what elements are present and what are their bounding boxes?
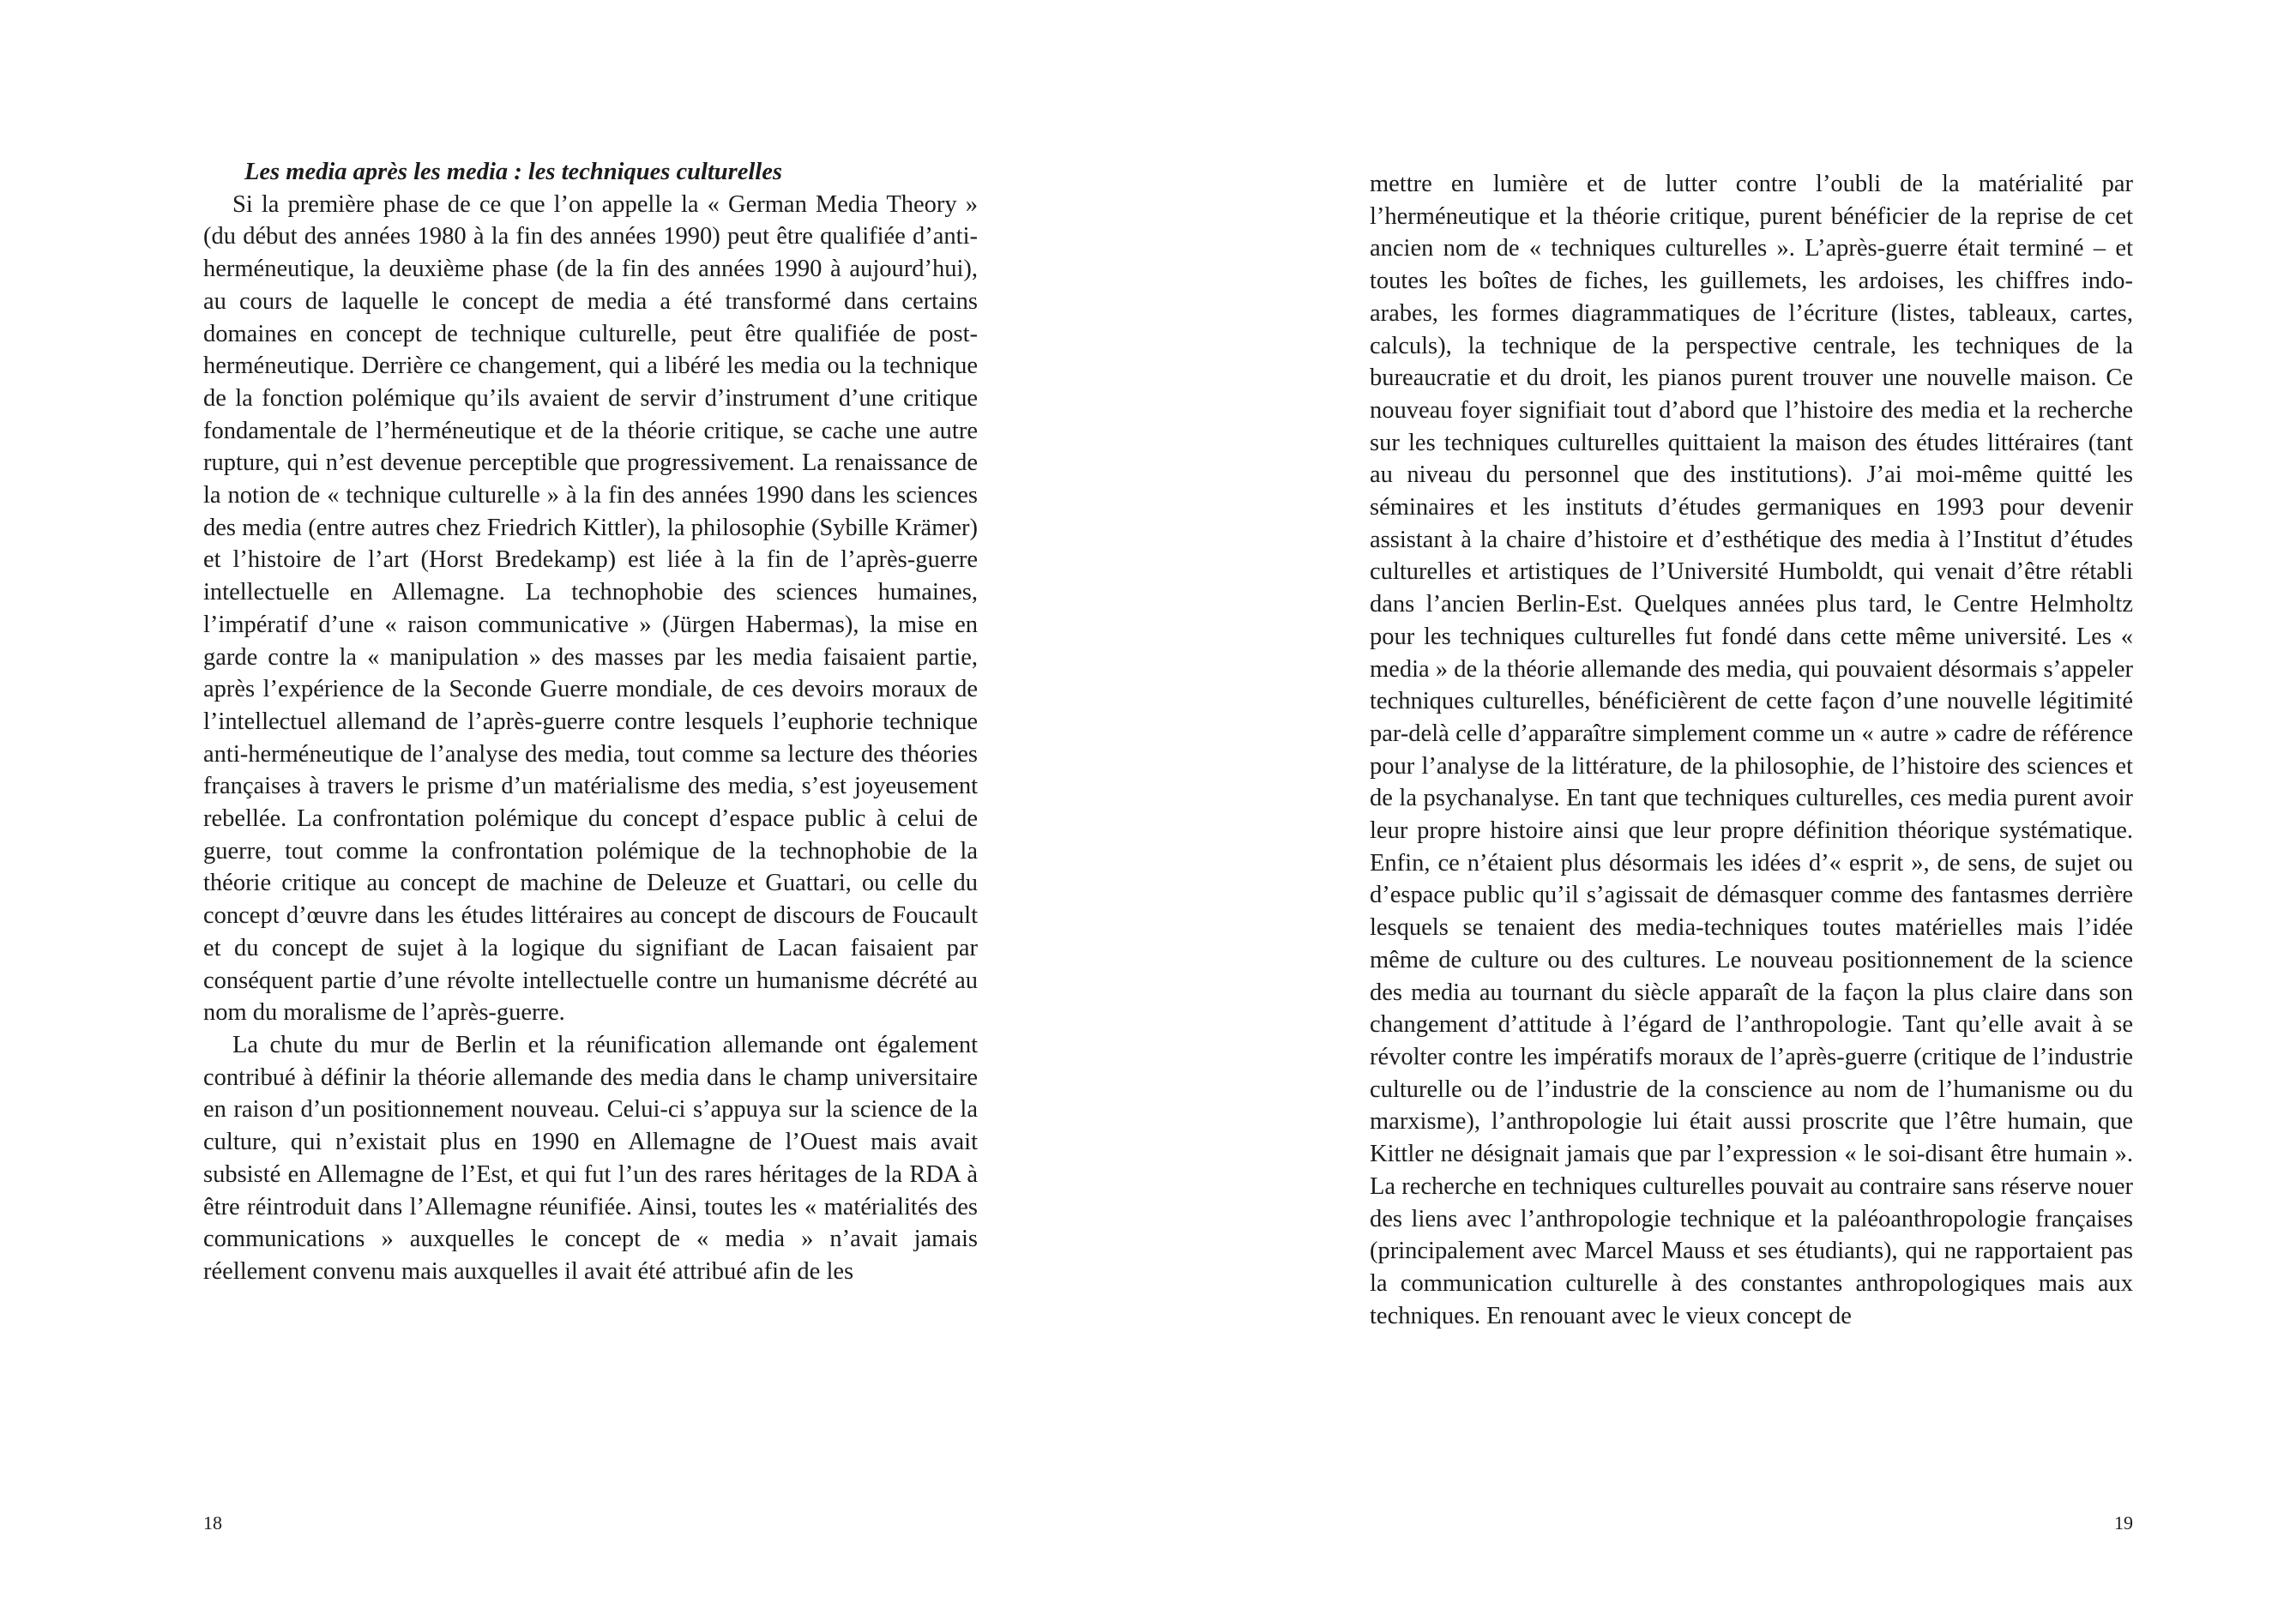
page-number-right: 19 bbox=[2114, 1512, 2133, 1534]
section-heading: Les media après les media : les techniques culturelles bbox=[244, 159, 782, 185]
paragraph-left-2: La chute du mur de Berlin et la réunification allemande ont également contribué à définir la théorie allemande des media dans le champ universitaire en raison d’un positionnement nouveau. Celui-ci s’appuya sur la science de la culture, qui n’existait plus en 1990 en Allemagne de l’Ouest mais avait subsisté en Allemagne de l’Est, et qui fut l’un des rares héritages de la RDA à être réintroduit dans l’Allemagne réunifiée. Ainsi, toutes les « matérialités des communications » auxquelles le concept de « media » n’avait jamais réellement convenu mais auxquelles il avait été attribué afin de les bbox=[203, 1031, 978, 1285]
page-right-text-block bbox=[1370, 168, 2133, 1332]
paragraph-right-1: mettre en lumière et de lutter contre l’oubli de la matérialité par l’herméneutique et la théorie critique, purent bénéficier de la reprise de cet ancien nom de « techniques culturelles ». L’après-guerre était terminé – et toutes les boîtes de fiches, les guillemets, les ardoises, les chiffres indo-arabes, les formes diagrammatiques de l’écriture (listes, tableaux, cartes, calculs), la technique de la perspective centrale, les techniques de la bureaucratie et du droit, les pianos purent trouver une nouvelle maison. Ce nouveau foyer signifiait tout d’abord que l’histoire des media et la recherche sur les techniques culturelles quittaient la maison des études littéraires (tant au niveau du personnel que des institutions). J’ai moi-même quitté les séminaires et les instituts d’études germaniques en 1993 pour devenir assistant à la chaire d’histoire et d’esthétique des media à l’Institut d’études culturelles et artistiques de l’Université Humboldt, qui venait d’être rétabli dans l’ancien Berlin-Est. Quelques années plus tard, le Centre Helmholtz pour les techniques culturelles fut fondé dans cette même université. Les « media » de la théorie allemande des media, qui pouvaient désormais s’appeler techniques culturelles, bénéficièrent de cette façon d’une nouvelle légitimité par-delà celle d’apparaître simplement comme un « autre » cadre de référence pour l’analyse de la littérature, de la philosophie, de l’histoire des sciences et de la psychanalyse. En tant que techniques culturelles, ces media purent avoir leur propre histoire ainsi que leur propre définition théorique systématique. Enfin, ce n’étaient plus désormais les idées d’« esprit », de sens, de sujet ou d’espace public qu’il s’agissait de démasquer comme des fantasmes derrière lesquels se tenaient des media-techniques toutes matérielles mais l’idée même de culture ou des cultures. Le nouveau positionnement de la science des media au tournant du siècle apparaît de la façon la plus claire dans son changement d’attitude à l’égard de l’anthropologie. Tant qu’elle avait à se révolter contre les impératifs moraux de l’après-guerre (critique de l’industrie culturelle ou de l’industrie de la conscience au nom de l’humanisme ou du marxisme), l’anthropologie lui était aussi proscrite que l’être humain, que Kittler ne désignait jamais que par l’expression « le soi-disant être humain ». La recherche en techniques culturelles pouvait au contraire sans réserve nouer des liens avec l’anthropologie technique et la paléoanthropologie françaises (principalement avec Marcel Mauss et ses étudiants), qui ne rapportaient pas la communication culturelle à des constantes anthropologiques mais aux techniques. En renouant avec le vieux concept de bbox=[1370, 171, 2133, 1329]
paragraph-left-1: Si la première phase de ce que l’on appelle la « German Media Theory » (du début des années 1980 à la fin des années 1990) peut être qualifiée d’anti-herméneutique, la deuxième phase (de la fin des années 1990 à aujourd’hui), au cours de laquelle le concept de media a été transformé dans certains domaines en concept de technique culturelle, peut être qualifiée de post-herméneutique. Derrière ce changement, qui a libéré les media ou la technique de la fonction polémique qu’ils avaient de servir d’instrument d’une critique fondamentale de l’herméneutique et de la théorie critique, se cache une autre rupture, qui n’est devenue perceptible que progressivement. La renaissance de la notion de « technique culturelle » à la fin des années 1990 dans les sciences des media (entre autres chez Friedrich Kittler), la philosophie (Sybille Krämer) et l’histoire de l’art (Horst Bredekamp) est liée à la fin de l’après-guerre intellectuelle en Allemagne. La technophobie des sciences humaines, l’impératif d’une « raison communicative » (Jürgen Habermas), la mise en garde contre la « manipulation » des masses par les media faisaient partie, après l’expérience de la Seconde Guerre mondiale, de ces devoirs moraux de l’intellectuel allemand de l’après-guerre contre lesquels l’euphorie technique anti-herméneutique de l’analyse des media, tout comme sa lecture des théories françaises à travers le prisme d’un matérialisme des media, s’est joyeusement rebellée. La confrontation polémique du concept d’espace public à celui de guerre, tout comme la confrontation polémique de la technophobie de la théorie critique au concept de machine de Deleuze et Guattari, ou celle du concept d’œuvre dans les études littéraires au concept de discours de Foucault et du concept de sujet à la logique du signifiant de Lacan faisaient par conséquent partie d’une révolte intellectuelle contre un humanisme décrété au nom du moralisme de l’après-guerre. bbox=[203, 190, 978, 1027]
page-number-left: 18 bbox=[203, 1512, 222, 1534]
page-left-text-block bbox=[203, 156, 978, 1288]
